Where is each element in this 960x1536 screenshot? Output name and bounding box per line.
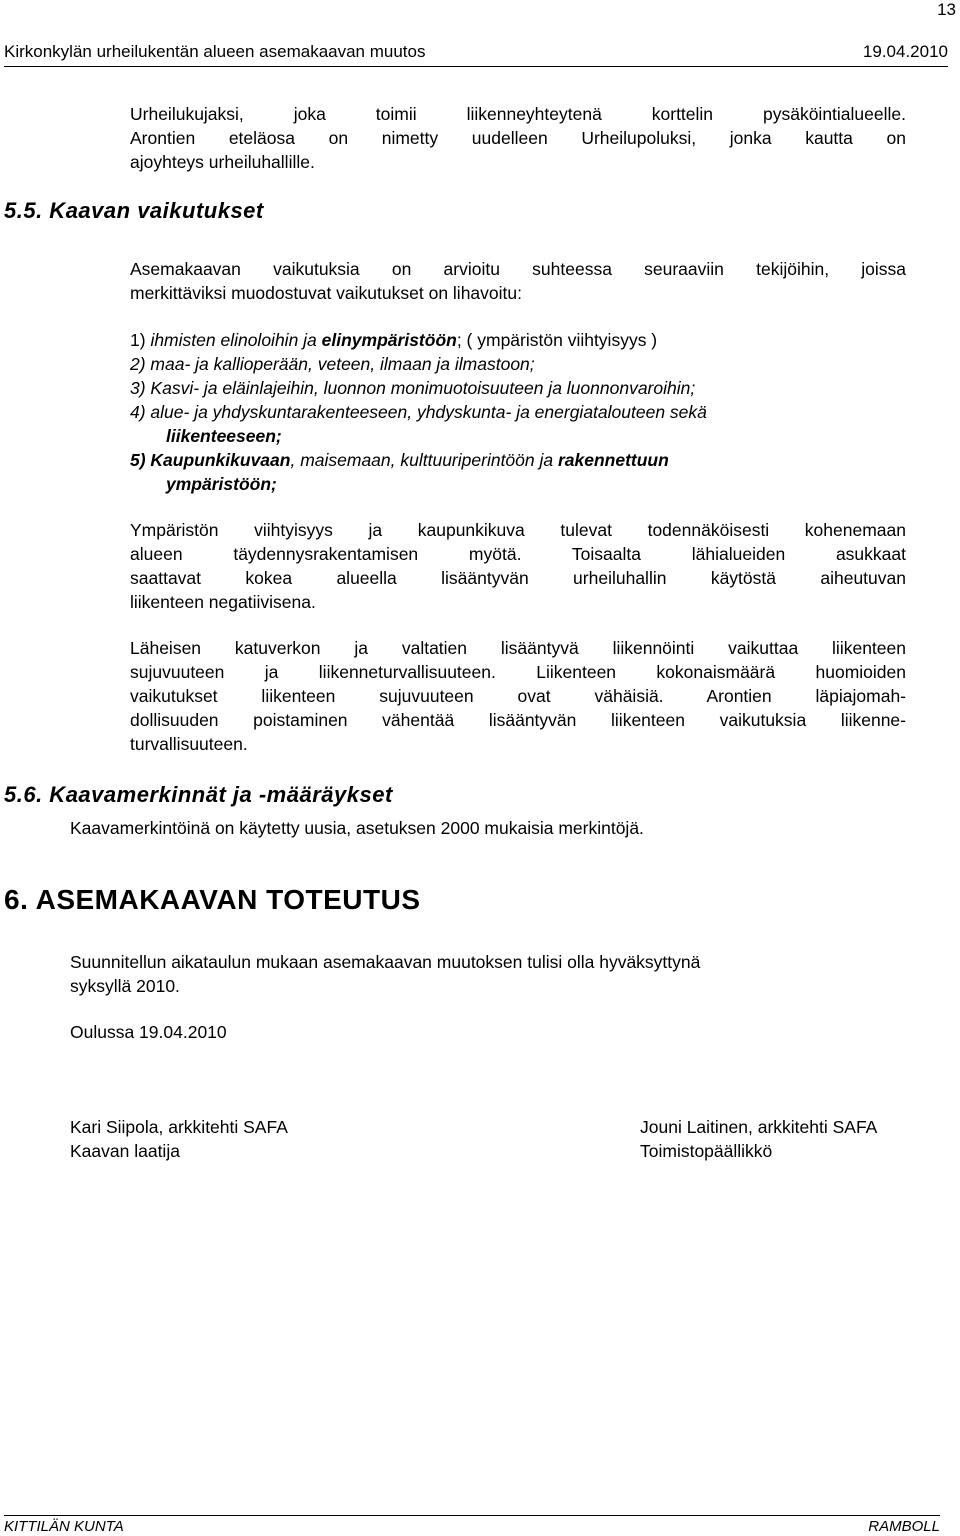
list-item-5-continuation: ympäristöön; [166, 474, 277, 494]
intro-line-1: Urheilukujaksi, joka toimii liikenneyhteytenä korttelin pysäköintialueelle. [130, 104, 906, 124]
lead-line-2: merkittäviksi muodostuvat vaikutukset on lihavoitu: [130, 283, 522, 303]
signature-left-role: Kaavan laatija [70, 1141, 180, 1161]
footer-divider [4, 1515, 940, 1516]
intro-line-3: ajoyhteys urheiluhallille. [130, 152, 315, 172]
section-5-6-text: Kaavamerkintöinä on käytetty uusia, asetuksen 2000 mukaisia merkintöjä. [70, 818, 644, 838]
header-date: 19.04.2010 [862, 42, 948, 61]
list-item-1: 1) ihmisten elinoloihin ja elinympäristöön; ( ympäristön viihtyisyys ) [130, 330, 658, 350]
list-item-2: 2) maa- ja kallioperään, veteen, ilmaan ja ilmastoon; [130, 354, 535, 374]
lead-line-1: Asemakaavan vaikutuksia on arvioitu suhteessa seuraaviin tekijöihin, joissa [130, 259, 906, 279]
intro-line-2: Arontien eteläosa on nimetty uudelleen Urheilupoluksi, jonka kautta on [130, 128, 906, 148]
signature-left [70, 1115, 288, 1163]
signature-right [640, 1115, 877, 1163]
place-date: Oulussa 19.04.2010 [70, 1022, 227, 1042]
signature-left-name: Kari Siipola, arkkitehti SAFA [70, 1117, 288, 1137]
footer-right: RAMBOLL [868, 1518, 940, 1535]
page-number: 13 [937, 0, 956, 19]
list-item-5: 5) Kaupunkikuvaan, maisemaan, kulttuuriperintöön ja rakennettuun [130, 450, 669, 470]
section-5-5-heading: 5.5. Kaavan vaikutukset [4, 198, 264, 223]
intro-paragraph [130, 102, 906, 174]
footer-left: KITTILÄN KUNTA [4, 1518, 124, 1535]
impact-list [130, 328, 707, 496]
list-item-4: 4) alue- ja yhdyskuntarakenteeseen, yhdyskunta- ja energiatalouteen sekä [130, 402, 707, 422]
paragraph-viihtyisyys: Ympäristön viihtyisyys ja kaupunkikuva tulevat todennäköisesti kohenemaan alueen täydennysrakentamisen myötä. Toisaalta lähialueiden asukkaat saattavat kokea alueella lisääntyvän urheiluhallin käytöstä aiheutuvan liikenteen negatiivisena. [130, 520, 906, 612]
paragraph-liikenne: Läheisen katuverkon ja valtatien lisääntyvä liikennöinti vaikuttaa liikenteen sujuvuuteen ja liikenneturvallisuuteen. Liikenteen kokonaismäärä huomioiden vaikutukset liikenteen sujuvuuteen ovat vähäisiä. Arontien läpiajomah- dollisuuden poistaminen vähentää lisääntyvän liikenteen vaikutuksia liikenne- turvallisuuteen. [130, 638, 906, 754]
section-6-heading: 6. ASEMAKAAVAN TOTEUTUS [4, 884, 421, 915]
section-6-text: Suunnitellun aikataulun mukaan asemakaavan muutoksen tulisi olla hyväksyttynä syksyllä 2010. [70, 952, 701, 996]
section-5-5-lead [130, 257, 906, 305]
list-item-4-continuation: liikenteeseen; [166, 426, 282, 446]
page-header [4, 42, 948, 67]
header-title: Kirkonkylän urheilukentän alueen asemakaavan muutos [4, 42, 426, 61]
signature-right-role: Toimistopäällikkö [640, 1141, 773, 1161]
signature-right-name: Jouni Laitinen, arkkitehti SAFA [640, 1117, 878, 1137]
list-item-3: 3) Kasvi- ja eläinlajeihin, luonnon monimuotoisuuteen ja luonnonvaroihin; [130, 378, 696, 398]
section-5-6-heading: 5.6. Kaavamerkinnät ja -määräykset [4, 782, 393, 807]
